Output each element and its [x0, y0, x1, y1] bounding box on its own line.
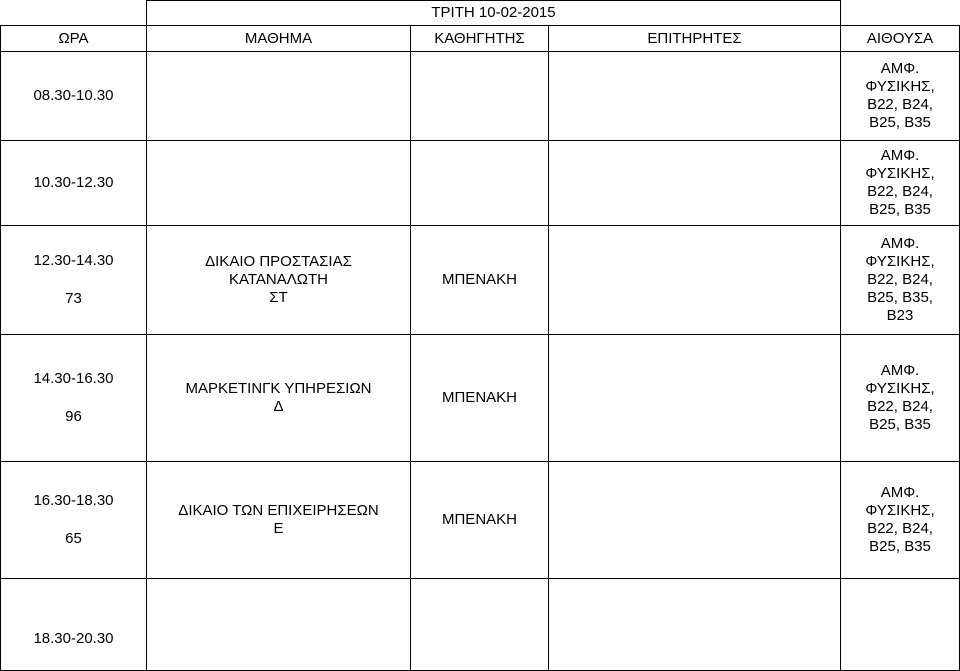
- room-cell: [841, 52, 960, 141]
- room-line: ΑΜΦ.: [880, 362, 920, 379]
- room-line: ΑΜΦ.: [880, 484, 920, 501]
- teacher-cell: [411, 141, 549, 226]
- course-cell: [147, 579, 411, 671]
- room-line: Β25, Β35: [869, 201, 931, 218]
- course-name: ΚΑΤΑΝΑΛΩΤΗ: [228, 271, 329, 288]
- teacher-cell: [411, 226, 549, 335]
- column-header-supervisors: ΕΠΙΤΗΡΗΤΕΣ: [549, 26, 841, 52]
- room-line: Β22, Β24,: [867, 271, 933, 288]
- column-header-time: ΩΡΑ: [1, 26, 147, 52]
- course-cell: [147, 462, 411, 579]
- room-cell: [841, 462, 960, 579]
- supervisors-cell: [549, 462, 841, 579]
- course-name: ΔΙΚΑΙΟ ΤΩΝ ΕΠΙΧΕΙΡΗΣΕΩΝ: [178, 502, 379, 519]
- room-cell: [841, 335, 960, 462]
- teacher-name: ΜΠΕΝΑΚΗ: [441, 271, 517, 288]
- room-line: ΦΥΣΙΚΗΣ,: [865, 253, 935, 270]
- room-line: Β25, Β35: [869, 416, 931, 433]
- teacher-name: ΜΠΕΝΑΚΗ: [441, 389, 517, 406]
- course-semester: ΣΤ: [269, 289, 288, 306]
- time-slot: 18.30-20.30: [33, 629, 114, 647]
- room-cell: [841, 141, 960, 226]
- table-row: [1, 141, 960, 226]
- room-line: Β25, Β35: [869, 538, 931, 555]
- course-cell: [147, 141, 411, 226]
- teacher-cell: [411, 462, 549, 579]
- teacher-cell: [411, 52, 549, 141]
- supervisors-cell: [549, 335, 841, 462]
- supervisors-cell: [549, 579, 841, 671]
- column-header-room: ΑΙΘΟΥΣΑ: [841, 26, 960, 52]
- room-cell: [841, 226, 960, 335]
- room-line: ΑΜΦ.: [880, 60, 920, 77]
- student-count: 65: [65, 530, 82, 547]
- course-cell: [147, 226, 411, 335]
- table-row: [1, 462, 960, 579]
- room-line: Β22, Β24,: [867, 183, 933, 200]
- course-semester: Δ: [273, 398, 284, 415]
- teacher-name: ΜΠΕΝΑΚΗ: [441, 511, 517, 528]
- course-name: ΔΙΚΑΙΟ ΠΡΟΣΤΑΣΙΑΣ: [205, 253, 352, 270]
- column-header-teacher: ΚΑΘΗΓΗΤΗΣ: [411, 26, 549, 52]
- column-header-course: ΜΑΘΗΜΑ: [147, 26, 411, 52]
- time-cell: [1, 52, 147, 141]
- time-slot: 10.30-12.30: [33, 174, 114, 191]
- table-row: [1, 335, 960, 462]
- table-row: [1, 52, 960, 141]
- time-cell: [1, 141, 147, 226]
- room-line: ΑΜΦ.: [880, 147, 920, 164]
- course-name: ΜΑΡΚΕΤΙΝΓΚ ΥΠΗΡΕΣΙΩΝ: [185, 380, 372, 397]
- room-line: ΦΥΣΙΚΗΣ,: [865, 165, 935, 182]
- room-line: Β23: [886, 307, 914, 324]
- room-line: Β25, Β35,: [867, 289, 933, 306]
- room-line: ΦΥΣΙΚΗΣ,: [865, 502, 935, 519]
- time-cell: [1, 226, 147, 335]
- teacher-cell: [411, 335, 549, 462]
- room-line: ΑΜΦ.: [880, 235, 920, 252]
- time-slot: 08.30-10.30: [33, 87, 114, 104]
- room-line: Β22, Β24,: [867, 520, 933, 537]
- date-header: ΤΡΙΤΗ 10-02-2015: [147, 1, 841, 26]
- course-cell: [147, 52, 411, 141]
- course-cell: [147, 335, 411, 462]
- supervisors-cell: [549, 141, 841, 226]
- time-slot: 14.30-16.30: [33, 370, 114, 387]
- student-count: 73: [65, 290, 82, 307]
- room-line: ΦΥΣΙΚΗΣ,: [865, 78, 935, 95]
- room-cell: [841, 579, 960, 671]
- student-count: 96: [65, 408, 82, 425]
- time-cell: [1, 335, 147, 462]
- supervisors-cell: [549, 52, 841, 141]
- teacher-cell: [411, 579, 549, 671]
- course-semester: Ε: [273, 520, 284, 537]
- room-line: ΦΥΣΙΚΗΣ,: [865, 380, 935, 397]
- time-cell: [1, 579, 147, 671]
- supervisors-cell: [549, 226, 841, 335]
- room-line: Β25, Β35: [869, 114, 931, 131]
- time-slot: 12.30-14.30: [33, 252, 114, 269]
- table-row: [1, 579, 960, 671]
- time-slot: 16.30-18.30: [33, 492, 114, 509]
- room-line: Β22, Β24,: [867, 96, 933, 113]
- room-line: Β22, Β24,: [867, 398, 933, 415]
- time-cell: [1, 462, 147, 579]
- table-row: [1, 226, 960, 335]
